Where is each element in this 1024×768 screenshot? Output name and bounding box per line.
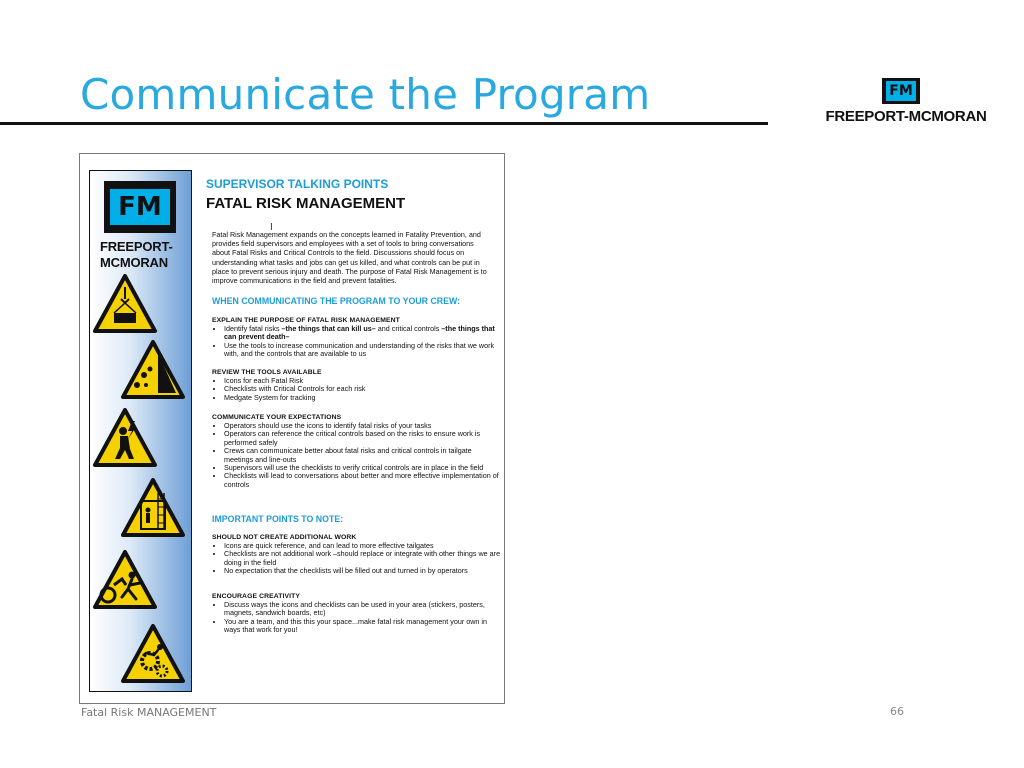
no-extra-work-list — [212, 542, 502, 576]
logo-wordmark: FREEPORT-MCMORAN — [825, 108, 987, 125]
falling-rocks-icon — [120, 339, 186, 401]
list-item: • Icons for each Fatal Risk — [224, 377, 502, 385]
section-heading-tools: REVIEW THE TOOLS AVAILABLE — [212, 369, 322, 376]
document-intro: Fatal Risk Management expands on the concepts learned in Fatality Prevention, and provides field supervisors and employees with a set of tools to bring conversations about Fatal Risks and Critical Controls to the field. Discussions should focus on understanding what tasks and jobs can get us killed, and what controls can be put in place to prevent serious injury and death. The purpose of Fatal Risk Management is to improve communications in the field and prevent fatalities. — [212, 230, 487, 286]
list-item: • Icons are quick reference, and can lead to more effective tailgates — [224, 542, 502, 550]
document-title: FATAL RISK MANAGEMENT — [206, 195, 406, 212]
sidebar-logo-mark-icon: FM — [104, 181, 176, 233]
important-points-heading: IMPORTANT POINTS TO NOTE: — [212, 514, 344, 524]
list-item: • Operators can reference the critical controls based on the risks to ensure work is performed safely — [224, 430, 502, 447]
section-heading-expectations: COMMUNICATE YOUR EXPECTATIONS — [212, 414, 342, 421]
list-item: • Supervisors will use the checklists to verify critical controls are in place in the field — [224, 464, 502, 472]
electrocution-icon — [92, 407, 158, 469]
logo-mark-icon: FM — [882, 78, 920, 104]
sidebar-logo-line1: FREEPORT- — [100, 239, 173, 254]
list-item: • No expectation that the checklists will be filled out and turned in by operators — [224, 567, 502, 575]
list-item: • Checklists are not additional work –should replace or integrate with other things we are doing in the field — [224, 550, 502, 567]
list-item: • Medgate System for tracking — [224, 394, 502, 402]
page-number: 66 — [890, 705, 904, 718]
footer-label: Fatal Risk MANAGEMENT — [81, 706, 217, 719]
confined-space-icon — [120, 477, 186, 539]
list-item: • You are a team, and this this your space...make fatal risk management your own in ways that work for you! — [224, 618, 502, 635]
title-divider — [0, 122, 768, 125]
section-heading-no-extra-work: SHOULD NOT CREATE ADDITIONAL WORK — [212, 534, 357, 541]
list-item: • Discuss ways the icons and checklists can be used in your area (stickers, posters, magnets, sandwich boards, etc) — [224, 601, 502, 618]
list-item: • Checklists with Critical Controls for each risk — [224, 385, 502, 393]
document-kicker: SUPERVISOR TALKING POINTS — [206, 177, 389, 191]
text-cursor-icon: I — [270, 222, 273, 233]
list-item: • Crews can communicate better about fatal risks and critical controls in tailgate meetings and line-outs — [224, 447, 502, 464]
list-item: • Checklists will lead to conversations about better and more effective implementation of controls — [224, 472, 502, 489]
sidebar-logo-line2: MCMORAN — [100, 255, 168, 270]
caught-in-machinery-icon — [120, 623, 186, 685]
document-content — [206, 154, 501, 703]
purpose-list — [212, 325, 502, 359]
talking-points-document — [79, 153, 505, 704]
section-heading-creativity: ENCOURAGE CREATIVITY — [212, 593, 300, 600]
creativity-list — [212, 601, 502, 635]
list-item: • Identify fatal risks –the things that can kill us– and critical controls –the things that can prevent death– — [224, 325, 502, 342]
document-sidebar — [89, 170, 192, 692]
company-logo — [820, 78, 992, 126]
suspended-load-icon — [92, 273, 158, 335]
list-item: • Use the tools to increase communication and understanding of the risks that we work with, and the controls that are available to us — [224, 342, 502, 359]
when-communicating-heading: WHEN COMMUNICATING THE PROGRAM TO YOUR CREW: — [212, 296, 461, 306]
list-item: • Operators should use the icons to identify fatal risks of your tasks — [224, 422, 502, 430]
section-heading-purpose: EXPLAIN THE PURPOSE OF FATAL RISK MANAGEMENT — [212, 317, 400, 324]
expectations-list — [212, 422, 502, 489]
tools-list — [212, 377, 502, 402]
slide-title: Communicate the Program — [80, 70, 651, 119]
vehicle-collision-icon — [92, 549, 158, 611]
